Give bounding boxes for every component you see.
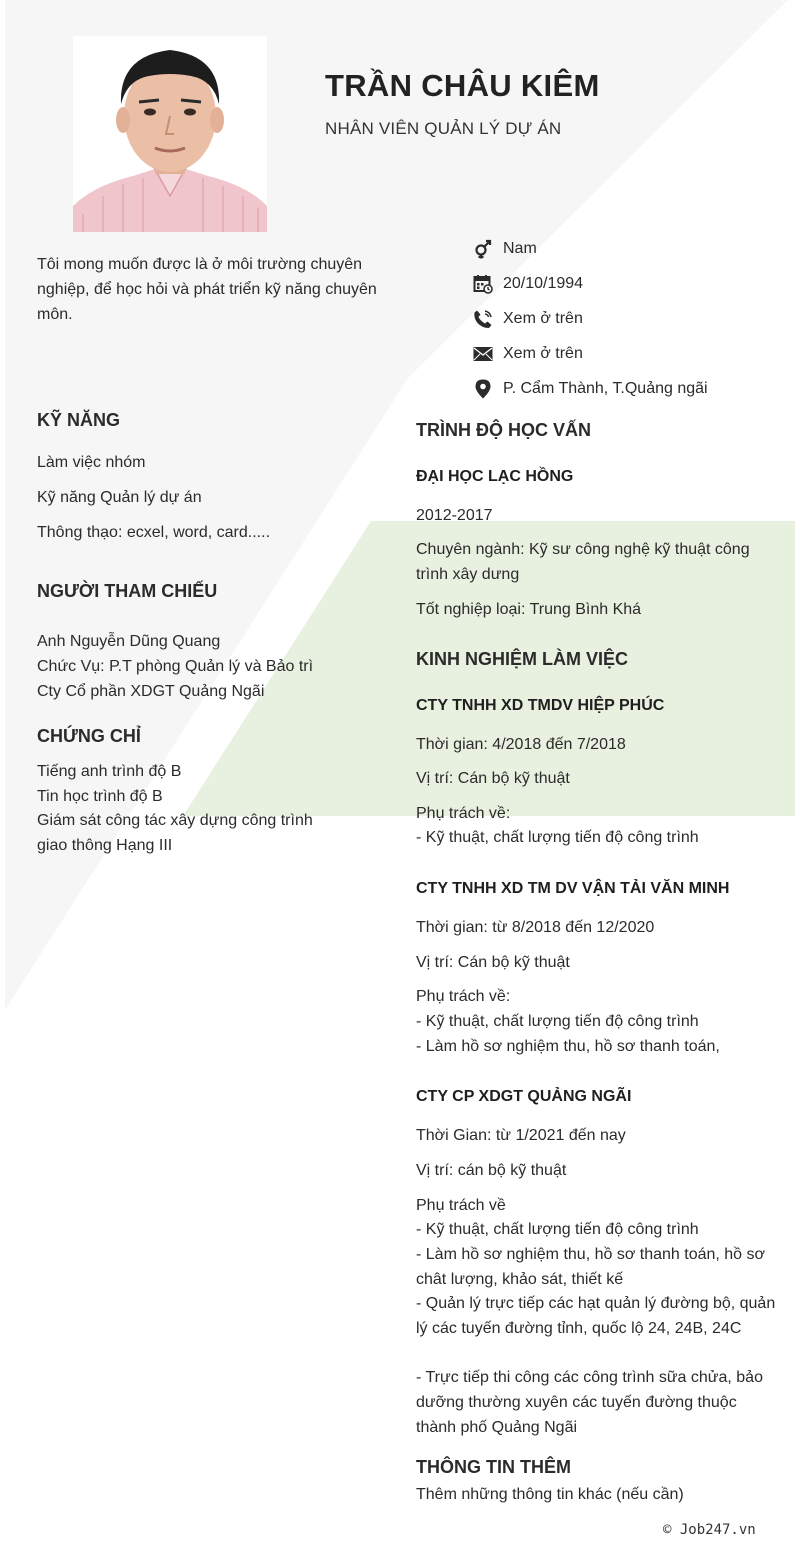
skill-item: Kỹ năng Quản lý dự án	[37, 489, 202, 506]
skills-heading: KỸ NĂNG	[37, 410, 121, 430]
job-duty: - Kỹ thuật, chất lượng tiến độ công trình	[416, 1013, 699, 1030]
copyright-footer: © Job247.vn	[663, 1522, 756, 1538]
job-duty: - Làm hồ sơ nghiệm thu, hồ sơ thanh toán, hồ sơ chât lượng, khảo sát, thiết kế	[416, 1246, 766, 1288]
references-heading: NGƯỜI THAM CHIẾU	[37, 581, 218, 601]
job-position: Vị trí: Cán bộ kỹ thuật	[416, 954, 570, 971]
education-heading: TRÌNH ĐỘ HỌC VẤN	[416, 420, 591, 440]
contact-birthday	[472, 267, 792, 302]
contact-info	[472, 232, 792, 406]
email-icon	[472, 343, 494, 365]
more-info-text: Thêm những thông tin khác (nếu cần)	[416, 1486, 684, 1503]
contact-email	[472, 336, 792, 371]
phone-icon	[472, 308, 494, 330]
contact-phone-value: Xem ở trên	[503, 309, 583, 327]
job-duties-label: Phụ trách về	[416, 1197, 506, 1214]
certificate-line: giao thông Hạng III	[37, 837, 173, 854]
job-company: CTY TNHH XD TMDV HIỆP PHÚC	[416, 697, 665, 714]
job-time: Thời Gian: từ 1/2021 đến nay	[416, 1127, 626, 1144]
job-position: Vị trí: cán bộ kỹ thuật	[416, 1162, 567, 1179]
education-school: ĐẠI HỌC LẠC HỒNG	[416, 468, 574, 485]
certificate-line: Tin học trình độ B	[37, 788, 163, 805]
certificate-line: Giám sát công tác xây dựng công trình	[37, 812, 313, 829]
job-duties-label: Phụ trách về:	[416, 988, 511, 1005]
contact-address	[472, 371, 792, 406]
certificates-heading: CHỨNG CHỈ	[37, 726, 141, 746]
profile-photo	[73, 36, 267, 232]
skill-item: Thông thạo: ecxel, word, card.....	[37, 524, 271, 541]
reference-line: Chức Vụ: P.T phòng Quản lý và Bảo trì	[37, 658, 314, 675]
candidate-name: TRẦN CHÂU KIÊM	[325, 68, 600, 103]
job-duty: - Quản lý trực tiếp các hạt quản lý đường bộ, quản lý các tuyến đường tỉnh, quốc lộ 24, 24B, 24C	[416, 1295, 776, 1337]
contact-phone	[472, 302, 792, 337]
gender-icon	[472, 238, 494, 260]
education-period: 2012-2017	[416, 507, 493, 524]
education-major: Chuyên ngành: Kỹ sư công nghệ kỹ thuật công trình xây dưng	[416, 541, 750, 583]
job-duty: - Trực tiếp thi công các công trình sữa chửa, bảo dưỡng thường xuyên các tuyến đường thuộc thành phố Quảng Ngãi	[416, 1369, 763, 1436]
reference-line: Cty Cổ phần XDGT Quảng Ngãi	[37, 683, 265, 700]
more-info-heading: THÔNG TIN THÊM	[416, 1457, 571, 1477]
job-duty: - Kỹ thuật, chất lượng tiến độ công trình	[416, 829, 699, 846]
job-duty: - Kỹ thuật, chất lượng tiến độ công trình	[416, 1221, 699, 1238]
job-company: CTY CP XDGT QUẢNG NGÃI	[416, 1088, 632, 1105]
job-duties-label: Phụ trách về:	[416, 805, 511, 822]
contact-gender-value: Nam	[503, 240, 537, 258]
job-duty: - Làm hồ sơ nghiệm thu, hồ sơ thanh toán,	[416, 1038, 720, 1055]
contact-email-value: Xem ở trên	[503, 344, 583, 362]
job-time: Thời gian: 4/2018 đến 7/2018	[416, 736, 626, 753]
certificate-line: Tiếng anh trình độ B	[37, 763, 182, 780]
experience-heading: KINH NGHIỆM LÀM VIỆC	[416, 649, 629, 669]
job-title: NHÂN VIÊN QUẢN LÝ DỰ ÁN	[325, 119, 562, 138]
person-portrait-icon	[73, 36, 267, 232]
education-grade: Tốt nghiệp loại: Trung Bình Khá	[416, 601, 642, 618]
calendar-icon	[472, 273, 494, 295]
job-company: CTY TNHH XD TM DV VẬN TẢI VĂN MINH	[416, 880, 730, 897]
contact-address-value: P. Cẩm Thành, T.Quảng ngãi	[503, 379, 708, 397]
contact-birthday-value: 20/10/1994	[503, 275, 584, 293]
reference-line: Anh Nguyễn Dũng Quang	[37, 633, 221, 650]
career-objective: Tôi mong muốn được là ở môi trường chuyên nghiệp, để học hỏi và phát triển kỹ năng chuyên môn.	[37, 256, 377, 323]
contact-gender	[472, 232, 792, 267]
job-position: Vị trí: Cán bộ kỹ thuật	[416, 770, 570, 787]
location-pin-icon	[472, 378, 494, 400]
skill-item: Làm việc nhóm	[37, 454, 146, 471]
job-time: Thời gian: từ 8/2018 đến 12/2020	[416, 919, 655, 936]
